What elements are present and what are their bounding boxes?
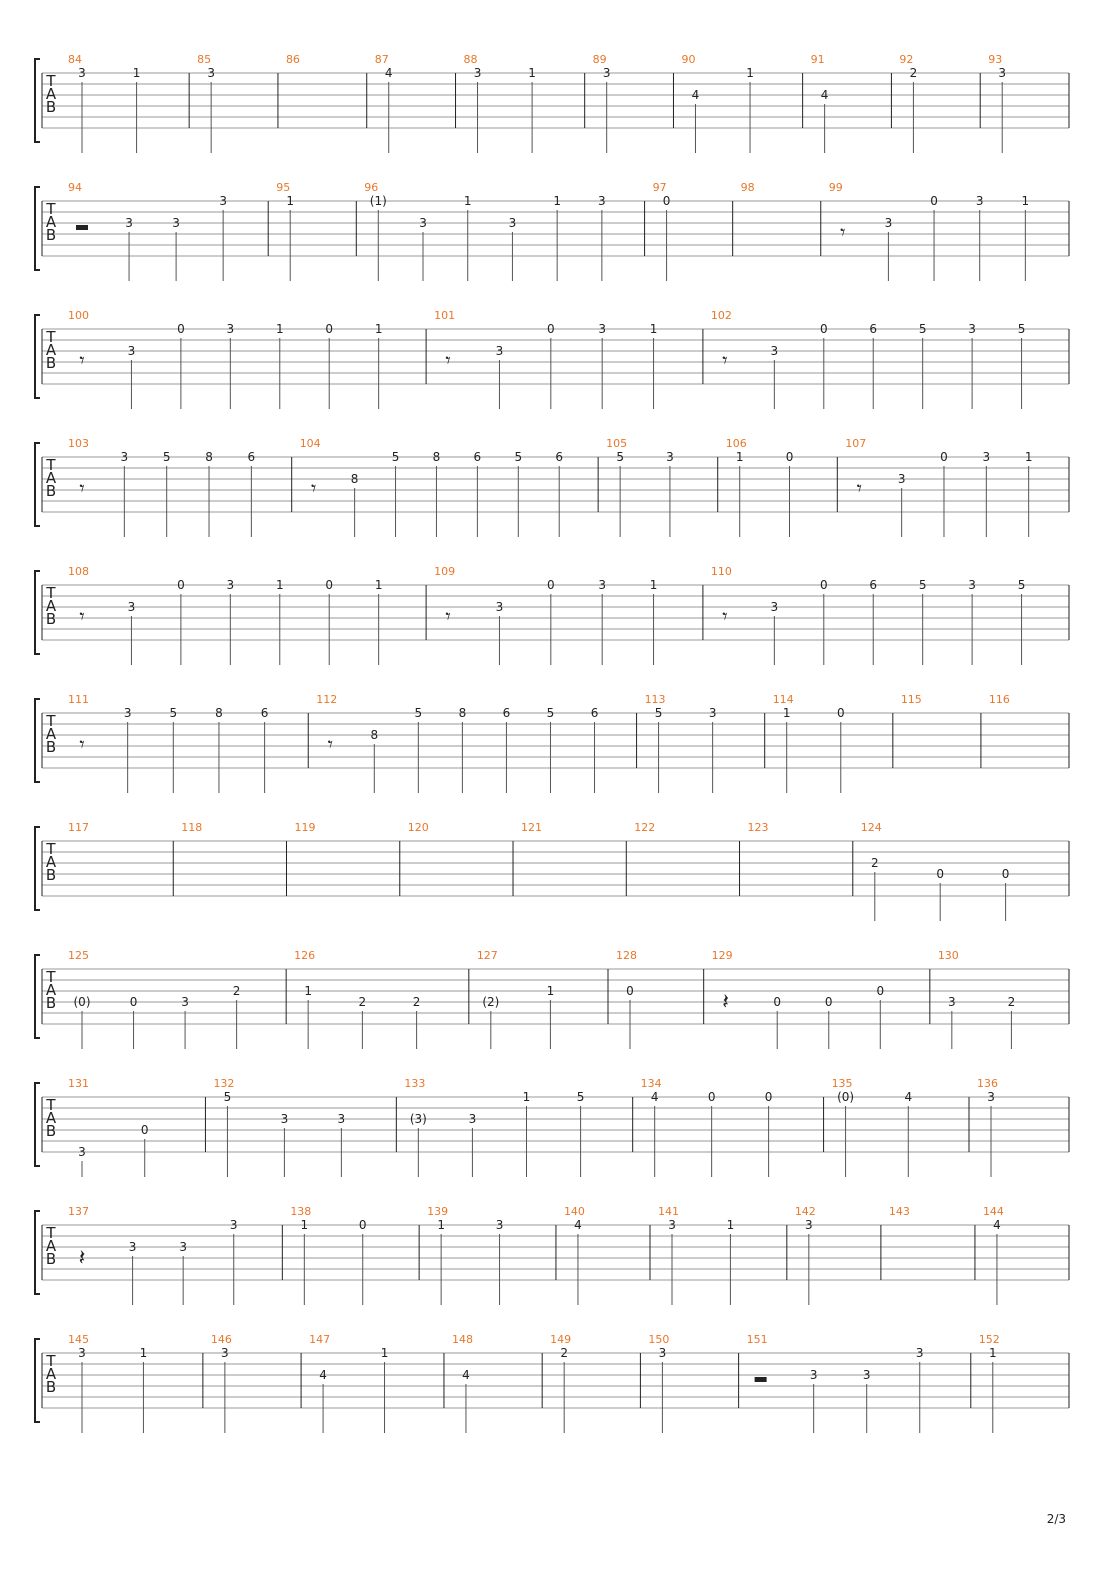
fret-number: 1 xyxy=(1024,450,1033,464)
fret-number: 3 xyxy=(805,1218,813,1232)
tab-clef-letter: T xyxy=(46,1096,56,1114)
fret-number: 0 xyxy=(936,867,945,881)
measure-number: 114 xyxy=(772,693,794,706)
fret-number: 3 xyxy=(495,600,504,614)
measure-number: 139 xyxy=(427,1205,449,1218)
fret-number: 3 xyxy=(219,194,227,208)
fret-number: 3 xyxy=(78,1145,86,1159)
fret-number: 0 xyxy=(546,322,555,336)
fret-number: 3 xyxy=(982,450,991,464)
fret-number: 4 xyxy=(319,1368,327,1382)
measure-number: 112 xyxy=(316,693,338,706)
measure-number: 101 xyxy=(434,309,456,322)
tab-clef-letter: B xyxy=(45,994,57,1012)
fret-number: 1 xyxy=(139,1346,148,1360)
measure-number: 104 xyxy=(299,437,321,450)
fret-number: 3 xyxy=(128,1240,137,1254)
fret-number: 0 xyxy=(177,322,185,336)
fret-number: 8 xyxy=(370,728,379,742)
fret-number: 3 xyxy=(884,216,893,230)
fret-number: 2 xyxy=(232,984,241,998)
fret-number: 2 xyxy=(870,856,879,870)
system-bracket xyxy=(35,955,40,1038)
measure-number: 94 xyxy=(68,181,82,194)
fret-number: 0 xyxy=(546,578,555,592)
measure-number: 142 xyxy=(794,1205,816,1218)
measure-number: 134 xyxy=(640,1077,662,1090)
eighth-rest: 𝄾 xyxy=(79,348,85,372)
fret-number: 5 xyxy=(391,450,400,464)
measure-number: 144 xyxy=(982,1205,1004,1218)
fret-number: 3 xyxy=(666,450,674,464)
tab-clef-letter: T xyxy=(46,328,56,346)
measure-number: 103 xyxy=(68,437,89,450)
tab-clef-letter: B xyxy=(45,1122,57,1140)
measure-number: 135 xyxy=(831,1077,853,1090)
eighth-rest: 𝄾 xyxy=(327,732,333,756)
fret-number: 3 xyxy=(181,995,189,1009)
fret-number: 0 xyxy=(930,194,938,208)
fret-number: 3 xyxy=(948,995,956,1009)
measure-number: 137 xyxy=(68,1205,89,1218)
fret-number: 4 xyxy=(993,1218,1001,1232)
fret-number: 0 xyxy=(140,1123,149,1137)
measure-number: 89 xyxy=(592,53,607,66)
fret-number: 3 xyxy=(968,322,976,336)
system-bracket xyxy=(35,443,40,526)
fret-number: 3 xyxy=(968,578,976,592)
fret-number: 3 xyxy=(987,1090,995,1104)
fret-number: (3) xyxy=(409,1112,427,1126)
fret-number: 0 xyxy=(819,578,828,592)
measure-number: 132 xyxy=(213,1077,235,1090)
fret-number: 3 xyxy=(280,1112,289,1126)
fret-number: 6 xyxy=(590,706,599,720)
system-bracket xyxy=(35,1339,40,1422)
measure-number: 111 xyxy=(68,693,89,706)
measure-number: 120 xyxy=(407,821,429,834)
measure-number: 131 xyxy=(68,1077,89,1090)
measure-number: 85 xyxy=(197,53,212,66)
fret-number: 3 xyxy=(127,600,136,614)
system-bracket xyxy=(35,1083,40,1166)
measure-number: 100 xyxy=(68,309,89,322)
system-bracket xyxy=(35,571,40,654)
tab-clef-letter: B xyxy=(45,98,57,116)
fret-number: 3 xyxy=(78,66,86,80)
fret-number: 2 xyxy=(909,66,918,80)
tab-clef-letter: B xyxy=(45,482,57,500)
fret-number: 3 xyxy=(668,1218,676,1232)
measure-number: 117 xyxy=(68,821,89,834)
eighth-rest: 𝄾 xyxy=(79,604,85,628)
measure-number: 122 xyxy=(634,821,656,834)
tab-clef-letter: T xyxy=(46,1352,56,1370)
fret-number: 3 xyxy=(602,66,611,80)
fret-number: 5 xyxy=(616,450,624,464)
fret-number: 4 xyxy=(650,1090,659,1104)
measure-number: 95 xyxy=(276,181,291,194)
measure-number: 121 xyxy=(521,821,543,834)
tab-clef-letter: A xyxy=(45,213,57,231)
fret-number: 3 xyxy=(120,450,129,464)
fret-number: 5 xyxy=(918,322,927,336)
measure-number: 136 xyxy=(977,1077,999,1090)
measure-number: 123 xyxy=(747,821,769,834)
fret-number: 3 xyxy=(897,472,906,486)
fret-number: 1 xyxy=(132,66,141,80)
fret-number: (2) xyxy=(482,995,500,1009)
measure-number: 107 xyxy=(845,437,867,450)
measure-number: 105 xyxy=(606,437,628,450)
fret-number: 0 xyxy=(836,706,845,720)
tab-clef-letter: A xyxy=(45,1109,57,1127)
fret-number: 0 xyxy=(785,450,794,464)
fret-number: 3 xyxy=(915,1346,924,1360)
measure-number: 128 xyxy=(615,949,637,962)
fret-number: 3 xyxy=(419,216,427,230)
measure-number: 124 xyxy=(860,821,882,834)
tab-clef-letter: A xyxy=(45,469,57,487)
measure-number: 141 xyxy=(658,1205,680,1218)
measure-number: 109 xyxy=(434,565,456,578)
fret-number: 1 xyxy=(735,450,744,464)
fret-number: 3 xyxy=(770,600,779,614)
fret-number: 3 xyxy=(179,1240,187,1254)
fret-number: 4 xyxy=(820,88,829,102)
measure-number: 116 xyxy=(988,693,1010,706)
tab-clef-letter: B xyxy=(45,610,57,628)
fret-number: 3 xyxy=(473,66,482,80)
fret-number: 6 xyxy=(473,450,482,464)
fret-number: 4 xyxy=(904,1090,913,1104)
tab-clef-letter: T xyxy=(46,1224,56,1242)
tab-clef-letter: T xyxy=(46,584,56,602)
measure-number: 91 xyxy=(810,53,825,66)
fret-number: 5 xyxy=(918,578,927,592)
fret-number: 3 xyxy=(598,578,607,592)
fret-number: 6 xyxy=(869,578,878,592)
fret-number: 1 xyxy=(463,194,472,208)
fret-number: 3 xyxy=(708,706,717,720)
fret-number: 1 xyxy=(746,66,754,80)
fret-number: 4 xyxy=(691,88,700,102)
fret-number: 1 xyxy=(275,578,284,592)
fret-number: 3 xyxy=(495,1218,504,1232)
eighth-rest: 𝄾 xyxy=(79,476,85,500)
fret-number: 1 xyxy=(374,322,383,336)
fret-number: 1 xyxy=(437,1218,445,1232)
tab-clef-letter: T xyxy=(46,968,56,986)
fret-number: 5 xyxy=(169,706,178,720)
measure-number: 98 xyxy=(740,181,755,194)
fret-number: 3 xyxy=(508,216,517,230)
fret-number: 1 xyxy=(1021,194,1030,208)
tab-clef-letter: B xyxy=(45,866,57,884)
measure-number: 133 xyxy=(404,1077,426,1090)
tab-clef-letter: A xyxy=(45,341,57,359)
fret-number: 3 xyxy=(226,578,235,592)
system-bracket xyxy=(35,699,40,782)
tab-clef-letter: A xyxy=(45,85,57,103)
fret-number: 3 xyxy=(495,344,504,358)
fret-number: 5 xyxy=(1017,578,1026,592)
eighth-rest: 𝄾 xyxy=(445,348,451,372)
fret-number: 3 xyxy=(229,1218,238,1232)
fret-number: 3 xyxy=(862,1368,871,1382)
fret-number: 3 xyxy=(207,66,215,80)
fret-number: 8 xyxy=(215,706,223,720)
measure-number: 90 xyxy=(681,53,696,66)
fret-number: 1 xyxy=(522,1090,531,1104)
measure-number: 118 xyxy=(181,821,203,834)
measure-number: 106 xyxy=(725,437,747,450)
fret-number: 6 xyxy=(869,322,878,336)
measure-number: 110 xyxy=(710,565,732,578)
fret-number: 1 xyxy=(649,322,658,336)
fret-number: 3 xyxy=(337,1112,346,1126)
fret-number: 5 xyxy=(162,450,171,464)
fret-number: 0 xyxy=(129,995,138,1009)
eighth-rest: 𝄾 xyxy=(722,604,728,628)
fret-number: 2 xyxy=(412,995,421,1009)
quarter-rest: 𝄽 xyxy=(78,1246,86,1271)
measure-number: 93 xyxy=(988,53,1003,66)
measure-number: 88 xyxy=(463,53,478,66)
tab-clef-letter: T xyxy=(46,72,56,90)
tab-clef-letter: B xyxy=(45,1378,57,1396)
fret-number: 0 xyxy=(358,1218,367,1232)
system-bracket xyxy=(35,827,40,910)
fret-number: 3 xyxy=(78,1346,86,1360)
fret-number: 3 xyxy=(468,1112,477,1126)
fret-number: 3 xyxy=(975,194,984,208)
tab-clef-letter: T xyxy=(46,712,56,730)
eighth-rest: 𝄾 xyxy=(445,604,451,628)
fret-number: 1 xyxy=(553,194,561,208)
fret-number: 5 xyxy=(654,706,663,720)
fret-number: 5 xyxy=(223,1090,232,1104)
fret-number: 3 xyxy=(226,322,235,336)
fret-number: 0 xyxy=(773,995,782,1009)
tab-clef-letter: B xyxy=(45,738,57,756)
fret-number: (0) xyxy=(73,995,91,1009)
fret-number: 5 xyxy=(414,706,423,720)
fret-number: 0 xyxy=(876,984,885,998)
fret-number: 1 xyxy=(275,322,284,336)
fret-number: 3 xyxy=(998,66,1007,80)
measure-number: 148 xyxy=(451,1333,473,1346)
fret-number: 4 xyxy=(384,66,393,80)
page-number: 2/3 xyxy=(1046,1512,1066,1526)
fret-number: 0 xyxy=(940,450,948,464)
fret-number: 6 xyxy=(260,706,269,720)
measure-number: 138 xyxy=(290,1205,312,1218)
eighth-rest: 𝄾 xyxy=(840,220,846,244)
fret-number: 6 xyxy=(247,450,256,464)
fret-number: 5 xyxy=(576,1090,585,1104)
measure-number: 149 xyxy=(550,1333,572,1346)
fret-number: 1 xyxy=(988,1346,997,1360)
tab-clef-letter: T xyxy=(46,840,56,858)
measure-number: 130 xyxy=(937,949,959,962)
fret-number: 0 xyxy=(764,1090,773,1104)
measure-number: 146 xyxy=(210,1333,232,1346)
measure-number: 84 xyxy=(68,53,82,66)
measure-number: 145 xyxy=(68,1333,89,1346)
fret-number: 5 xyxy=(546,706,555,720)
measure-number: 147 xyxy=(309,1333,331,1346)
fret-number: 0 xyxy=(824,995,833,1009)
fret-number: 8 xyxy=(458,706,467,720)
system-bracket xyxy=(35,59,40,142)
tab-clef-letter: A xyxy=(45,597,57,615)
measure-number: 102 xyxy=(710,309,732,322)
measure-number: 113 xyxy=(644,693,666,706)
fret-number: 2 xyxy=(358,995,367,1009)
fret-number: 5 xyxy=(514,450,523,464)
fret-number: 8 xyxy=(350,472,359,486)
eighth-rest: 𝄾 xyxy=(722,348,728,372)
fret-number: 3 xyxy=(809,1368,818,1382)
measure-number: 99 xyxy=(828,181,843,194)
measure-number: 140 xyxy=(563,1205,585,1218)
fret-number: 6 xyxy=(555,450,564,464)
tab-clef-letter: T xyxy=(46,456,56,474)
fret-number: 8 xyxy=(432,450,441,464)
fret-number: 0 xyxy=(662,194,671,208)
measure-number: 92 xyxy=(899,53,914,66)
tab-clef-letter: A xyxy=(45,725,57,743)
measure-number: 152 xyxy=(978,1333,1000,1346)
fret-number: 0 xyxy=(819,322,828,336)
tab-clef-letter: T xyxy=(46,200,56,218)
fret-number: 2 xyxy=(1007,995,1016,1009)
fret-number: 0 xyxy=(325,578,334,592)
fret-number: 2 xyxy=(560,1346,568,1360)
measure-number: 151 xyxy=(746,1333,768,1346)
tab-clef-letter: A xyxy=(45,853,57,871)
measure-number: 150 xyxy=(648,1333,670,1346)
eighth-rest: 𝄾 xyxy=(311,476,317,500)
fret-number: 3 xyxy=(658,1346,667,1360)
measure-number: 108 xyxy=(68,565,89,578)
tab-clef-letter: B xyxy=(45,354,57,372)
quarter-rest: 𝄽 xyxy=(722,990,730,1015)
fret-number: 1 xyxy=(546,984,555,998)
measure-number: 115 xyxy=(900,693,922,706)
fret-number: 8 xyxy=(205,450,213,464)
measure-number: 129 xyxy=(711,949,733,962)
measure-number: 143 xyxy=(888,1205,910,1218)
half-rest xyxy=(76,225,88,230)
tab-clef-letter: A xyxy=(45,981,57,999)
fret-number: 6 xyxy=(502,706,511,720)
measure-number: 97 xyxy=(652,181,667,194)
fret-number: 3 xyxy=(123,706,132,720)
fret-number: 0 xyxy=(325,322,334,336)
fret-number: 4 xyxy=(574,1218,582,1232)
system-bracket xyxy=(35,187,40,270)
fret-number: 0 xyxy=(626,984,634,998)
fret-number: 5 xyxy=(1017,322,1026,336)
fret-number: 0 xyxy=(1001,867,1010,881)
measure-number: 119 xyxy=(294,821,316,834)
fret-number: (0) xyxy=(837,1090,855,1104)
fret-number: 1 xyxy=(300,1218,309,1232)
fret-number: 3 xyxy=(770,344,779,358)
system-bracket xyxy=(35,315,40,398)
fret-number: 0 xyxy=(707,1090,716,1104)
fret-number: 4 xyxy=(462,1368,470,1382)
fret-number: 3 xyxy=(598,322,607,336)
fret-number: 1 xyxy=(374,578,383,592)
fret-number: 3 xyxy=(221,1346,229,1360)
measure-number: 125 xyxy=(68,949,89,962)
measure-number: 126 xyxy=(294,949,316,962)
fret-number: 1 xyxy=(380,1346,389,1360)
tab-clef-letter: A xyxy=(45,1365,57,1383)
fret-number: (1) xyxy=(369,194,387,208)
fret-number: 1 xyxy=(726,1218,735,1232)
fret-number: 3 xyxy=(127,344,136,358)
fret-number: 1 xyxy=(528,66,536,80)
fret-number: 1 xyxy=(304,984,312,998)
fret-number: 0 xyxy=(177,578,185,592)
fret-number: 3 xyxy=(172,216,180,230)
measure-number: 86 xyxy=(285,53,300,66)
half-rest xyxy=(755,1377,767,1382)
fret-number: 3 xyxy=(125,216,133,230)
measure-number: 87 xyxy=(374,53,389,66)
eighth-rest: 𝄾 xyxy=(856,476,862,500)
tab-clef-letter: B xyxy=(45,226,57,244)
measure-number: 127 xyxy=(476,949,498,962)
tab-clef-letter: B xyxy=(45,1250,57,1268)
system-bracket xyxy=(35,1211,40,1294)
fret-number: 3 xyxy=(598,194,606,208)
eighth-rest: 𝄾 xyxy=(79,732,85,756)
tab-clef-letter: A xyxy=(45,1237,57,1255)
measure-number: 96 xyxy=(364,181,379,194)
fret-number: 1 xyxy=(286,194,295,208)
fret-number: 1 xyxy=(649,578,658,592)
fret-number: 1 xyxy=(782,706,791,720)
